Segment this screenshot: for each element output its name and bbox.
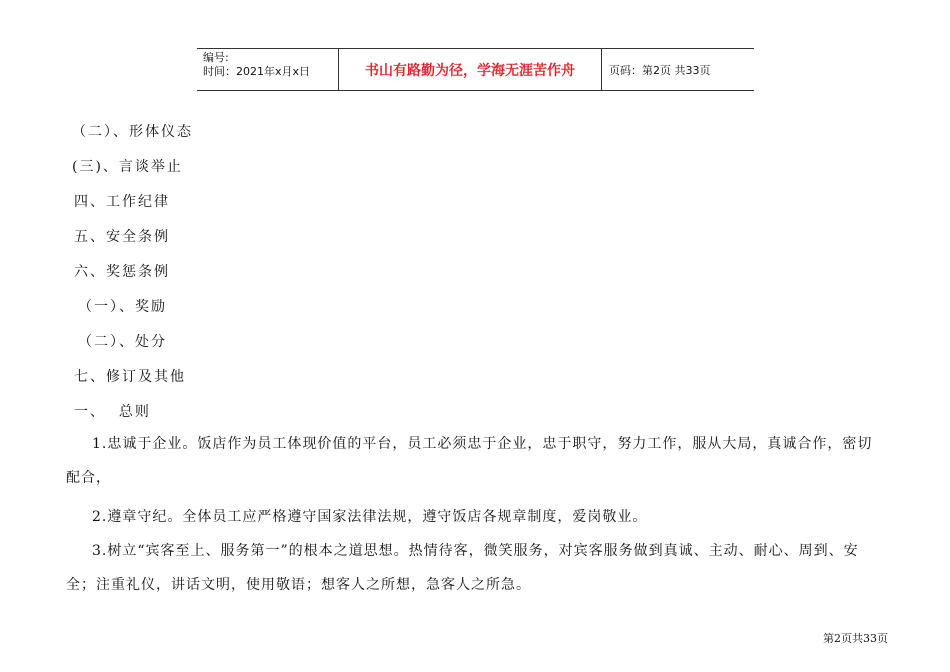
toc-item-rewards-penalties: 六、奖惩条例 [74, 264, 170, 280]
toc-item-revision-other: 七、修订及其他 [74, 369, 186, 385]
document-date-label: 时间：2021年x月x日 [203, 65, 311, 78]
toc-item-safety-rules: 五、安全条例 [74, 229, 170, 245]
toc-item-penalties: （二）、处分 [78, 334, 167, 350]
paragraph-guest-first [66, 534, 886, 602]
header-motto: 书山有路勤为径，学海无涯苦作舟 [339, 49, 602, 90]
toc-item-speech-conduct: (三)、言谈举止 [72, 159, 183, 175]
header-meta-cell [197, 49, 339, 90]
paragraph-loyalty-text: 1.忠诚于企业。饭店作为员工体现价值的平台，员工必须忠于企业，忠于职守，努力工作，服从大局，真诚合作，密切配合， [66, 436, 873, 486]
paragraph-discipline-text: 2.遵章守纪。全体员工应严格遵守国家法律法规，遵守饭店各规章制度，爱岗敬业。 [92, 509, 648, 525]
toc-item-rewards: （一）、奖励 [78, 299, 167, 315]
paragraph-discipline [66, 500, 886, 534]
paragraph-guest-first-text: 3.树立“宾客至上、服务第一”的根本之道思想。热情待客，微笑服务，对宾客服务做到真诚、主动、耐心、周到、安全；注重礼仪，讲话文明，使用敬语；想客人之所想，急客人之所急。 [66, 543, 859, 593]
document-number-label: 编号: [203, 51, 229, 64]
section-heading-general: 一、 总则 [74, 404, 151, 420]
header-page-info: 页码：第2页 共33页 [609, 63, 711, 77]
paragraph-loyalty [66, 427, 886, 495]
toc-item-body-posture: （二）、形体仪态 [72, 124, 193, 140]
footer-page-number: 第2页共33页 [823, 632, 888, 645]
document-header-table [197, 48, 754, 91]
toc-item-work-discipline: 四、工作纪律 [74, 194, 170, 210]
